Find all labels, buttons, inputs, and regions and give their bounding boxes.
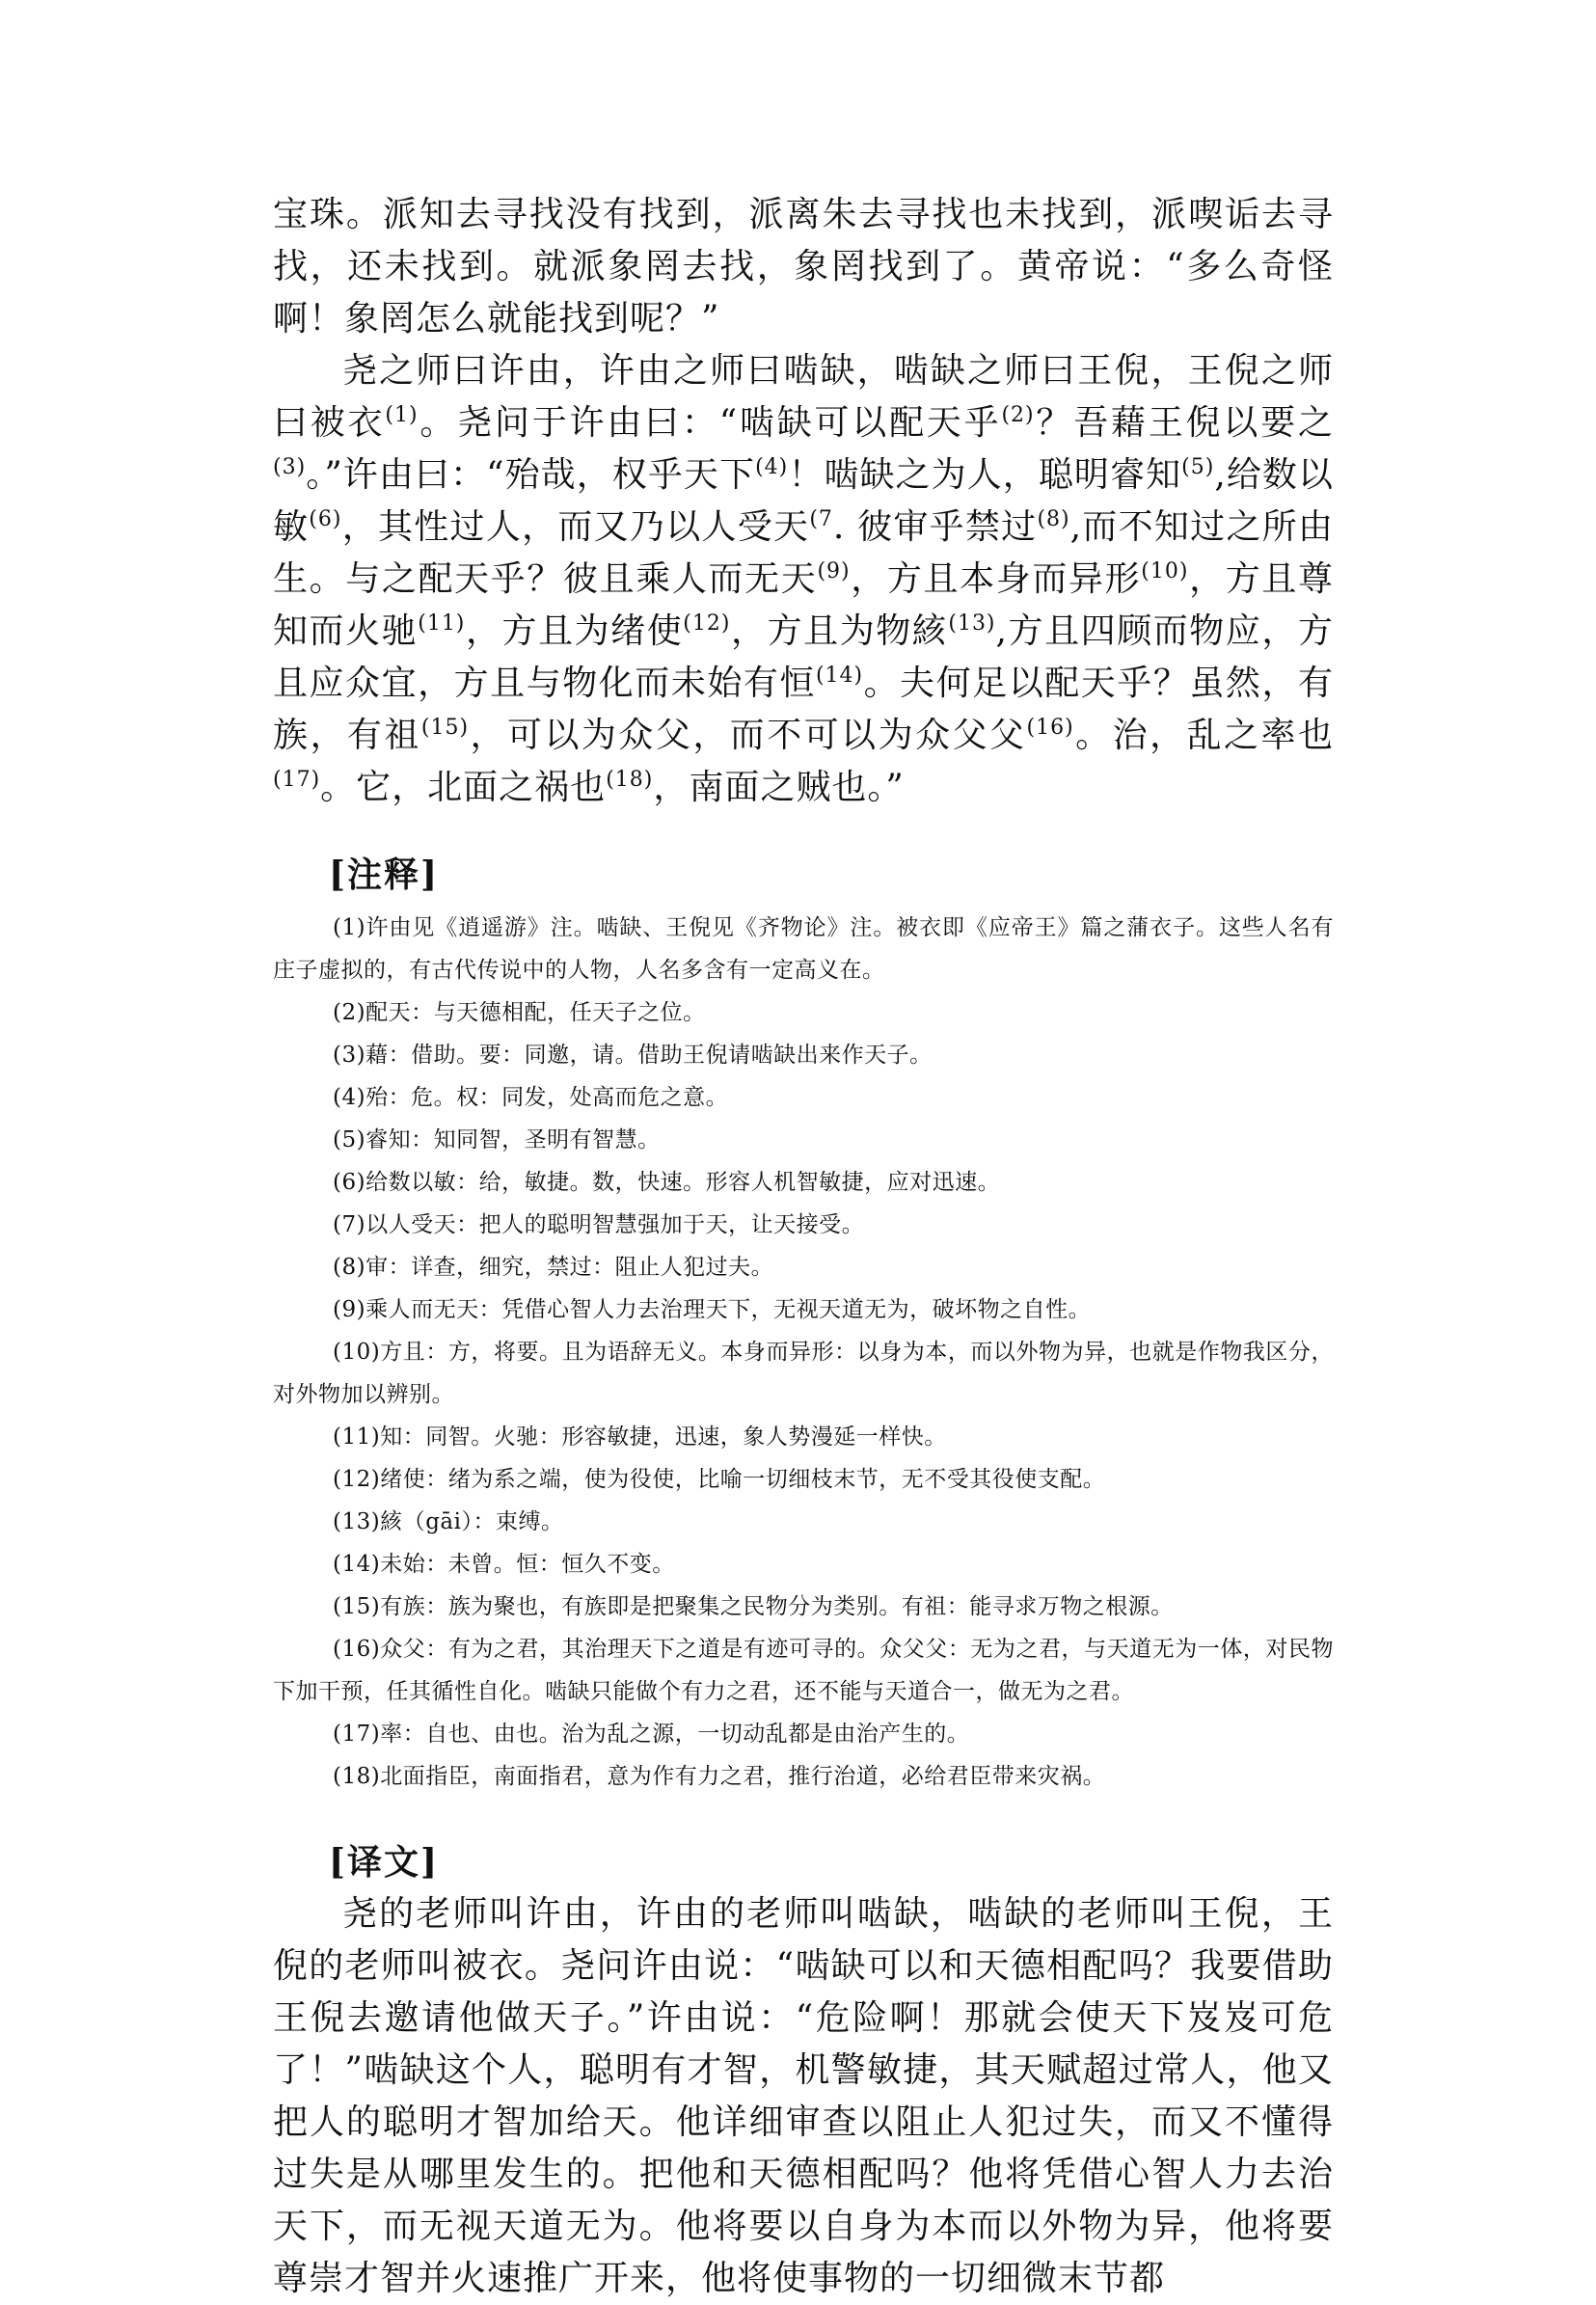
notes-heading: [注释]	[329, 854, 440, 895]
original-text-segment: 尧之师曰许由，许由之师曰啮缺，啮缺之师曰王倪，王倪之师曰被衣	[273, 351, 1334, 443]
original-text-segment: ，其性过人，而又乃以人受天	[341, 507, 810, 547]
original-text-segment: 。”许由曰：“殆哉，权乎天下	[306, 455, 756, 495]
book-page	[273, 189, 1334, 2305]
original-text-segment: ，方且为物絯	[730, 611, 949, 651]
note-item: (5)睿知：知同智，圣明有智慧。	[333, 1127, 661, 1152]
note-item: (16)众父：有为之君，其治理天下之道是有迹可寻的。众父父：无为之君，与天道无为一体，对民物下加干预，任其循性自化。啮缺只能做个有力之君，还不能与天道合一，做无为之君。	[273, 1637, 1334, 1704]
original-text-segment: 。治，乱之率也	[1073, 716, 1334, 755]
note-item: (2)配天：与天德相配，任天子之位。	[333, 1000, 706, 1025]
note-item: (11)知：同智。火驰：形容敏捷，迅速，象人势漫延一样快。	[333, 1424, 947, 1450]
note-item: (6)给数以敏：给，敏捷。数，快速。形容人机智敏捷，应对迅速。	[333, 1170, 1001, 1195]
original-text-segment: 。它，北面之祸也	[320, 768, 607, 807]
note-item: (7)以人受天：把人的聪明智慧强加于天，让天接受。	[333, 1212, 865, 1237]
note-item: (14)未始：未曾。恒：恒久不变。	[333, 1552, 675, 1577]
note-reference-mark: (15)	[420, 716, 470, 740]
original-text-segment: ，方且为绪使	[465, 611, 684, 651]
note-reference-mark: (18)	[606, 768, 654, 792]
note-reference-mark: (13)	[948, 611, 996, 636]
note-reference-mark: (4)	[755, 455, 789, 479]
note-reference-mark: (12)	[683, 611, 731, 636]
note-reference-mark: (14)	[815, 664, 864, 688]
note-reference-mark: (3)	[273, 455, 307, 479]
original-text-segment: ，南面之贼也。”	[653, 768, 905, 807]
note-reference-mark: (11)	[418, 611, 466, 636]
note-reference-mark: (5)	[1181, 455, 1215, 479]
original-text-paragraph	[273, 345, 1334, 814]
note-reference-mark: (2)	[1001, 403, 1035, 427]
note-item: (12)绪使：绪为系之端，使为役使，比喻一切细枝末节，无不受其役使支配。	[333, 1467, 1106, 1492]
note-item: (8)审：详查，细究，禁过：阻止人犯过夫。	[333, 1255, 774, 1280]
original-text-segment: . 彼审乎禁过	[832, 507, 1038, 547]
note-item: (3)藉：借助。要：同邀，请。借助王倪请啮缺出来作天子。	[333, 1043, 933, 1068]
note-item: (17)率：自也、由也。治为乱之源，一切动乱都是由治产生的。	[333, 1722, 970, 1747]
continuation-paragraph: 宝珠。派知去寻找没有找到，派离朱去寻找也未找到，派喫诟去寻找，还未找到。就派象罔去找，象罔找到了。黄帝说：“多么奇怪啊！象罔怎么就能找到呢？”	[273, 195, 1334, 339]
note-item: (18)北面指臣，南面指君，意为作有力之君，推行治道，必给君臣带来灾祸。	[333, 1764, 1106, 1789]
note-item: (1)许由见《逍遥游》注。啮缺、王倪见《齐物论》注。被衣即《应帝王》篇之蒲衣子。这些人名有庄子虚拟的，有古代传说中的人物，人名多含有一定高义在。	[273, 915, 1334, 983]
translation-heading: [译文]	[329, 1842, 440, 1883]
translation-paragraph: 尧的老师叫许由，许由的老师叫啮缺，啮缺的老师叫王倪，王倪的老师叫被衣。尧问许由说：“啮缺可以和天德相配吗？我要借助王倪去邀请他做天子。”许由说：“危险啊！那就会使天下岌岌可危了！”啮缺这个人，聪明有才智，机警敏捷，其天赋超过常人，他又把人的聪明才智加给天。他详细审查以阻止人犯过失，而又不懂得过失是从哪里发生的。把他和天德相配吗？他将凭借心智人力去治天下，而无视天道无为。他将要以自身为本而以外物为异，他将要尊崇才智并火速推广开来，他将使事物的一切细微末节都	[273, 1894, 1334, 2298]
notes-list	[273, 907, 1334, 1798]
note-reference-mark: (9)	[817, 559, 851, 583]
original-text-segment: ，方且本身而异形	[850, 559, 1142, 599]
note-reference-mark: (10)	[1141, 559, 1189, 583]
original-text-segment: ,而不知过之所由生。与之配天乎？彼且乘人而无天	[273, 507, 1334, 599]
note-reference-mark: (1)	[385, 403, 419, 427]
note-reference-mark: (6)	[309, 507, 342, 531]
note-reference-mark: (16)	[1026, 716, 1074, 740]
note-reference-mark: (17)	[273, 768, 321, 792]
note-item: (15)有族：族为聚也，有族即是把聚集之民物分为类别。有祖：能寻求万物之根源。	[333, 1594, 1174, 1619]
original-text-segment: ，方且尊知而火驰	[273, 559, 1334, 651]
original-text-segment: 。尧问于许由曰：“啮缺可以配天乎	[418, 403, 1002, 443]
note-item: (10)方且：方，将要。且为语辞无义。本身而异形：以身为本，而以外物为异，也就是作物我区分，对外物加以辨别。	[273, 1340, 1334, 1407]
note-item: (4)殆：危。权：同发，处高而危之意。	[333, 1085, 729, 1110]
original-text-segment: ,给数以敏	[273, 455, 1334, 547]
original-text-segment: 。夫何足以配天乎？虽然，有族，有祖	[273, 664, 1334, 755]
note-reference-mark: (7	[809, 507, 833, 531]
note-item: (9)乘人而无天：凭借心智人力去治理天下，无视天道无为，破坏物之自性。	[333, 1297, 1092, 1322]
original-text-segment: ，可以为众父，而不可以为众父父	[469, 716, 1027, 755]
note-item: (13)絯（gāi）：束缚。	[333, 1509, 564, 1534]
original-text-segment: ！啮缺之为人，聪明睿知	[788, 455, 1182, 495]
note-reference-mark: (8)	[1037, 507, 1070, 531]
original-text-segment: ？吾藉王倪以要之	[1034, 403, 1334, 443]
original-text-segment: ,方且四顾而物应，方且应众宜，方且与物化而未始有恒	[273, 611, 1334, 703]
